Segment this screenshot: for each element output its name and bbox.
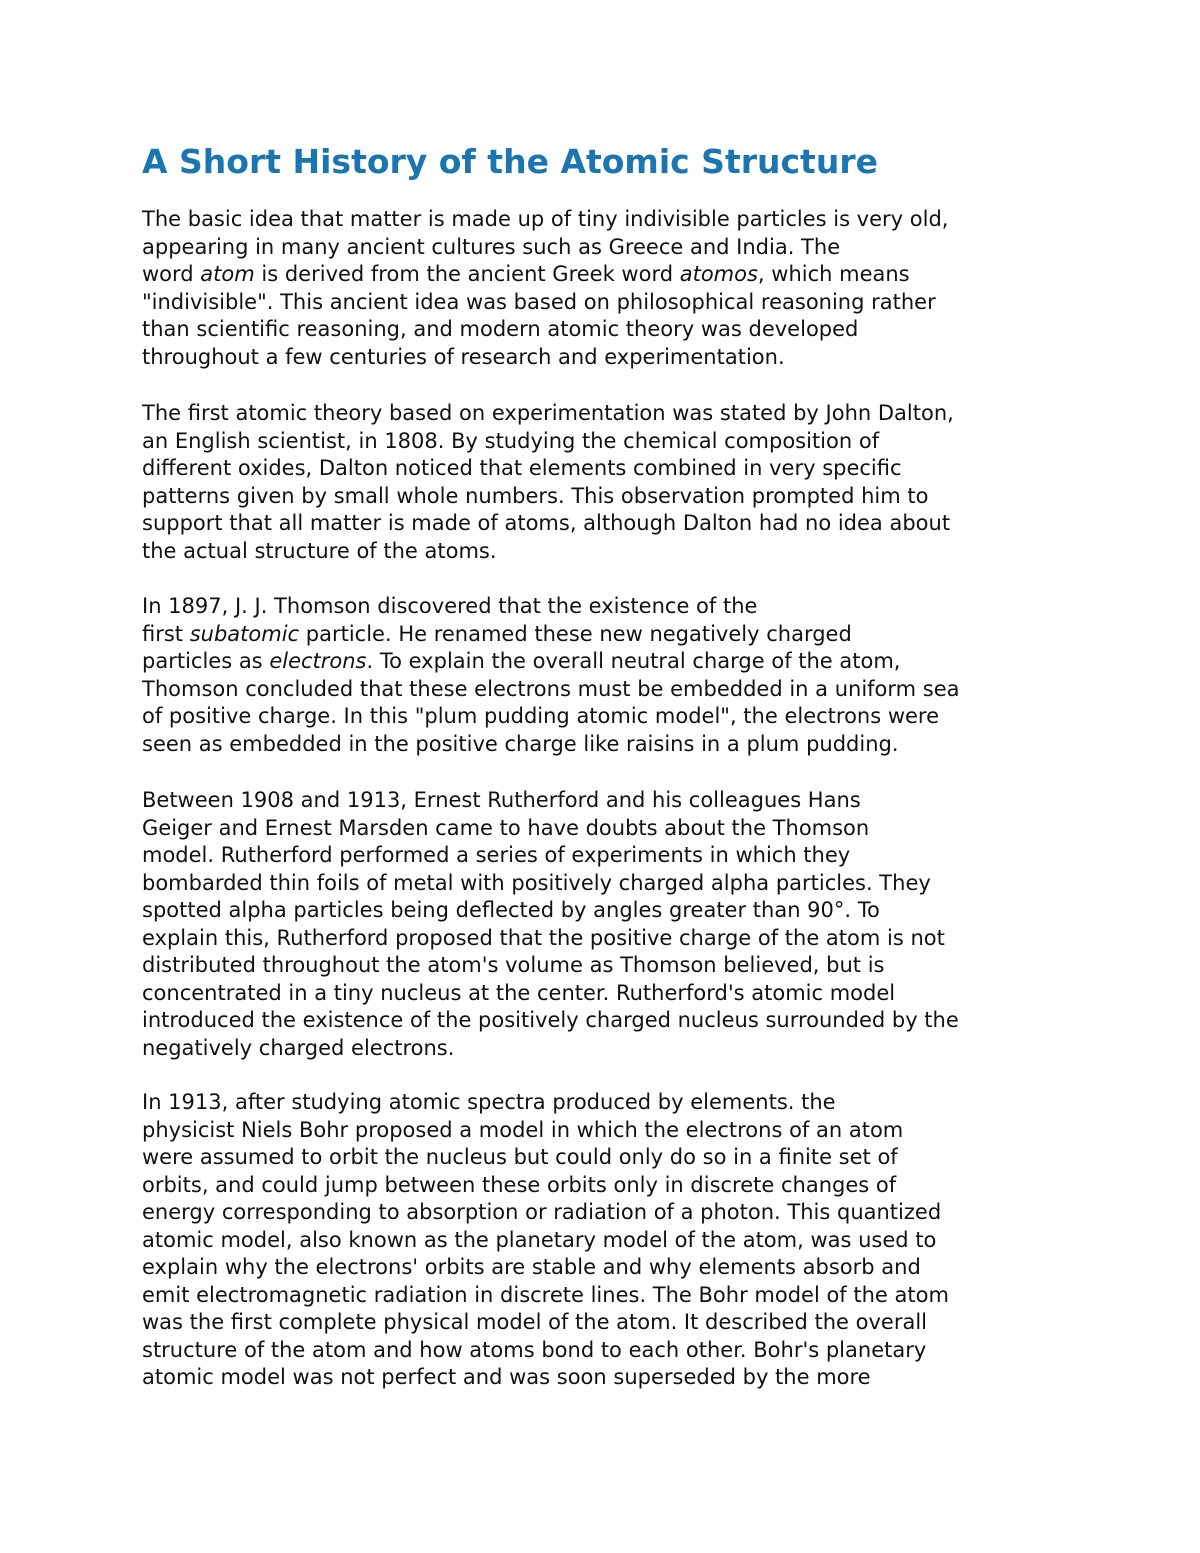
text-line — [142, 787, 959, 815]
text-segment: seen as embedded in the positive charge like raisins in a plum pudding. — [142, 731, 899, 756]
text-segment: orbits, and could jump between these orbits only in discrete changes of — [142, 1172, 897, 1197]
text-segment: different oxides, Dalton noticed that elements combined in very specific — [142, 456, 902, 480]
text-segment: The first atomic theory based on experimentation was stated by John Dalton, — [142, 401, 954, 425]
text-line — [142, 538, 954, 566]
text-line — [142, 455, 954, 483]
text-segment: the actual structure of the atoms. — [142, 538, 497, 563]
text-segment: energy corresponding to absorption or radiation of a photon. This quantized — [142, 1200, 942, 1224]
paragraph-thomson — [142, 593, 960, 758]
text-line — [142, 815, 959, 843]
text-line — [142, 593, 960, 621]
text-line — [142, 234, 948, 262]
text-segment: Between 1908 and 1913, Ernest Rutherford and his colleagues Hans — [142, 788, 861, 812]
text-line — [142, 897, 959, 925]
text-line — [142, 510, 954, 538]
text-line — [142, 952, 959, 980]
text-line — [142, 1282, 949, 1310]
text-line — [142, 1172, 949, 1200]
text-segment: The basic idea that matter is made up of tiny indivisible particles is very old, — [142, 207, 949, 231]
text-segment: particle. He renamed these new negatively charged — [299, 621, 852, 646]
text-segment: model. Rutherford performed a series of experiments in which they — [142, 843, 851, 867]
text-line — [142, 1254, 949, 1282]
text-line — [142, 344, 948, 372]
text-line — [142, 1199, 949, 1227]
text-segment: than scientific reasoning, and modern atomic theory was developed — [142, 317, 859, 341]
text-segment: "indivisible". This ancient idea was based on philosophical reasoning rather — [142, 289, 936, 314]
text-segment: bombarded thin foils of metal with positively charged alpha particles. They — [142, 870, 931, 895]
text-line — [142, 648, 960, 676]
emphasized-term: subatomic — [189, 621, 300, 646]
text-segment: In 1913, after studying atomic spectra produced by elements. the — [142, 1090, 836, 1114]
text-line — [142, 703, 960, 731]
text-segment: atomic model, also known as the planetary model of the atom, was used to — [142, 1227, 937, 1252]
text-segment: throughout a few centuries of research and experimentation. — [142, 344, 785, 369]
text-line — [142, 925, 959, 953]
text-segment: spotted alpha particles being deflected by angles greater than 90°. To — [142, 898, 880, 922]
text-segment: support that all matter is made of atoms, although Dalton had no idea about — [142, 511, 951, 535]
emphasized-term: electrons — [269, 649, 367, 673]
text-line — [142, 1337, 949, 1365]
document-title: A Short History of the Atomic Structure — [142, 142, 878, 181]
text-segment: atomic model was not perfect and was soon superseded by the more — [142, 1365, 871, 1389]
text-line — [142, 980, 959, 1008]
text-line — [142, 1035, 959, 1063]
text-line — [142, 731, 960, 759]
text-segment: explain why the electrons' orbits are stable and why elements absorb and — [142, 1255, 921, 1279]
text-segment: word — [142, 262, 201, 286]
text-line — [142, 1144, 949, 1172]
text-segment: concentrated in a tiny nucleus at the center. Rutherford's atomic model — [142, 980, 896, 1005]
text-segment: . To explain the overall neutral charge of the atom, — [366, 649, 901, 673]
text-segment: emit electromagnetic radiation in discrete lines. The Bohr model of the atom — [142, 1282, 949, 1307]
emphasized-term: atom — [200, 262, 255, 286]
text-line — [142, 428, 954, 456]
text-segment: an English scientist, in 1808. By studying the chemical composition of — [142, 428, 880, 453]
text-line — [142, 870, 959, 898]
text-line — [142, 206, 948, 234]
text-line — [142, 1117, 949, 1145]
text-line — [142, 1364, 949, 1392]
text-line — [142, 1309, 949, 1337]
text-line — [142, 316, 948, 344]
text-line — [142, 289, 948, 317]
paragraph-rutherford — [142, 787, 959, 1062]
text-line — [142, 400, 954, 428]
text-segment: distributed throughout the atom's volume as Thomson believed, but is — [142, 953, 885, 977]
paragraph-dalton — [142, 400, 954, 565]
paragraph-intro — [142, 206, 948, 371]
text-segment: particles as — [142, 649, 270, 673]
text-segment: introduced the existence of the positively charged nucleus surrounded by the — [142, 1008, 959, 1032]
text-segment: Thomson concluded that these electrons must be embedded in a uniform sea — [142, 676, 960, 701]
text-segment: appearing in many ancient cultures such as Greece and India. The — [142, 234, 841, 259]
text-line — [142, 1007, 959, 1035]
paragraph-bohr — [142, 1089, 949, 1392]
text-segment: structure of the atom and how atoms bond to each other. Bohr's planetary — [142, 1337, 927, 1362]
text-line — [142, 842, 959, 870]
text-segment: In 1897, J. J. Thomson discovered that the existence of the — [142, 594, 758, 618]
text-line — [142, 676, 960, 704]
text-line — [142, 483, 954, 511]
text-segment: was the first complete physical model of the atom. It described the overall — [142, 1310, 927, 1334]
emphasized-term: atomos — [679, 262, 758, 286]
text-segment: patterns given by small whole numbers. This observation prompted him to — [142, 483, 929, 508]
text-segment: explain this, Rutherford proposed that the positive charge of the atom is not — [142, 925, 945, 950]
text-segment: negatively charged electrons. — [142, 1035, 455, 1060]
text-line — [142, 1227, 949, 1255]
text-segment: physicist Niels Bohr proposed a model in which the electrons of an atom — [142, 1117, 904, 1142]
text-segment: Geiger and Ernest Marsden came to have doubts about the Thomson — [142, 815, 870, 840]
text-segment: , which means — [757, 262, 910, 286]
text-segment: is derived from the ancient Greek word — [254, 262, 680, 286]
text-line — [142, 261, 948, 289]
text-line — [142, 621, 960, 649]
text-segment: of positive charge. In this "plum pudding atomic model", the electrons were — [142, 704, 940, 728]
text-segment: were assumed to orbit the nucleus but could only do so in a finite set of — [142, 1145, 898, 1169]
text-segment: first — [142, 621, 190, 646]
text-line — [142, 1089, 949, 1117]
